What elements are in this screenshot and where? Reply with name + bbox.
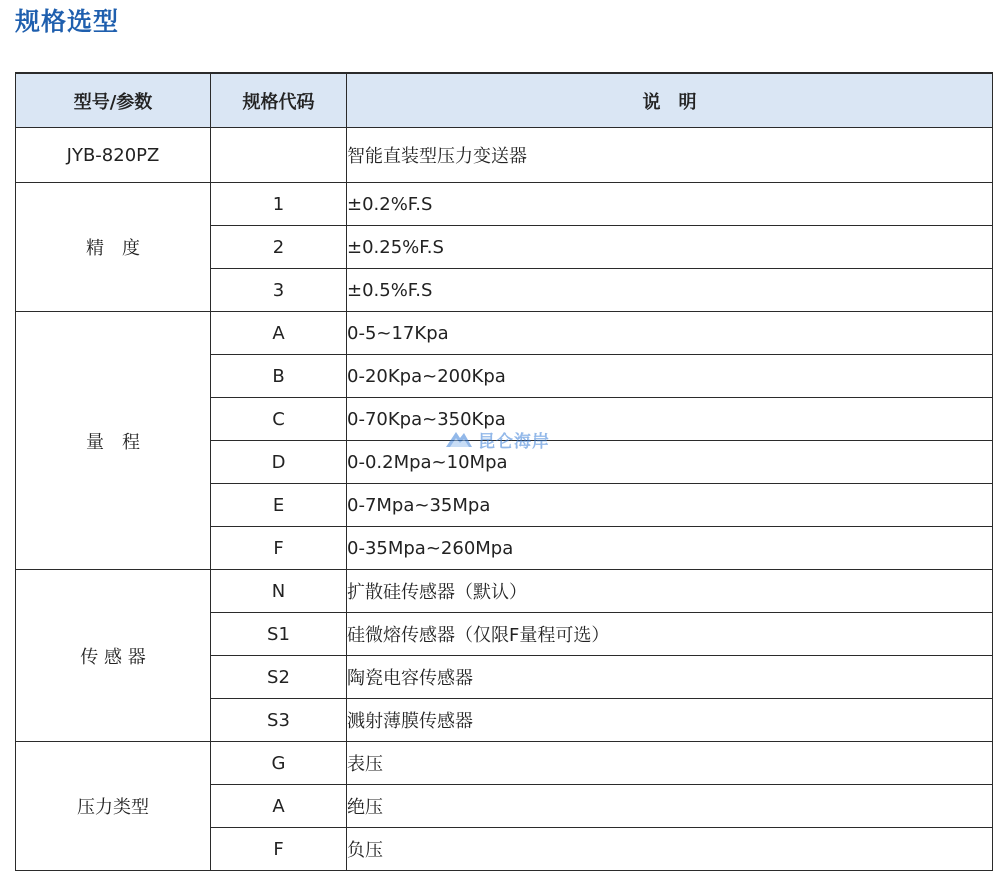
table-row [16,312,993,355]
spec-desc: 表压 [347,742,993,785]
spec-desc: ±0.5%F.S [347,269,993,312]
spec-code: A [211,312,347,355]
model-name: JYB-820PZ [16,128,211,183]
group-sensor: 传 感 器 [16,570,211,742]
model-code [211,128,347,183]
table-header-row [16,73,993,128]
spec-desc: 0-70Kpa~350Kpa [347,398,993,441]
spec-code: N [211,570,347,613]
table-row [16,183,993,226]
spec-code: 3 [211,269,347,312]
header-desc: 说 明 [347,73,993,128]
spec-desc: ±0.2%F.S [347,183,993,226]
group-range: 量 程 [16,312,211,570]
group-accuracy: 精 度 [16,183,211,312]
spec-desc: 0-5~17Kpa [347,312,993,355]
spec-code: F [211,527,347,570]
spec-desc: 硅微熔传感器（仅限F量程可选） [347,613,993,656]
spec-table [15,72,993,871]
watermark-text: 昆仑海岸 [478,431,550,452]
spec-code: B [211,355,347,398]
spec-code: G [211,742,347,785]
spec-desc: 0-35Mpa~260Mpa [347,527,993,570]
spec-code: D [211,441,347,484]
table-row [16,128,993,183]
spec-code: F [211,828,347,871]
spec-code: S3 [211,699,347,742]
table-row [16,570,993,613]
spec-desc: 扩散硅传感器（默认） [347,570,993,613]
spec-desc: 陶瓷电容传感器 [347,656,993,699]
model-desc: 智能直装型压力变送器 [347,128,993,183]
spec-code: 1 [211,183,347,226]
spec-desc: 0-0.2Mpa~10Mpa [347,441,993,484]
page-title: 规格选型 [15,7,120,36]
spec-code: C [211,398,347,441]
spec-desc: 负压 [347,828,993,871]
spec-desc: 绝压 [347,785,993,828]
header-model: 型号/参数 [16,73,211,128]
group-pressure-type: 压力类型 [16,742,211,871]
spec-desc: 0-7Mpa~35Mpa [347,484,993,527]
table-row [16,742,993,785]
spec-code: A [211,785,347,828]
spec-desc: 0-20Kpa~200Kpa [347,355,993,398]
spec-code: S2 [211,656,347,699]
spec-desc: 溅射薄膜传感器 [347,699,993,742]
header-code: 规格代码 [211,73,347,128]
spec-desc: ±0.25%F.S [347,226,993,269]
spec-code: S1 [211,613,347,656]
spec-code: E [211,484,347,527]
spec-code: 2 [211,226,347,269]
